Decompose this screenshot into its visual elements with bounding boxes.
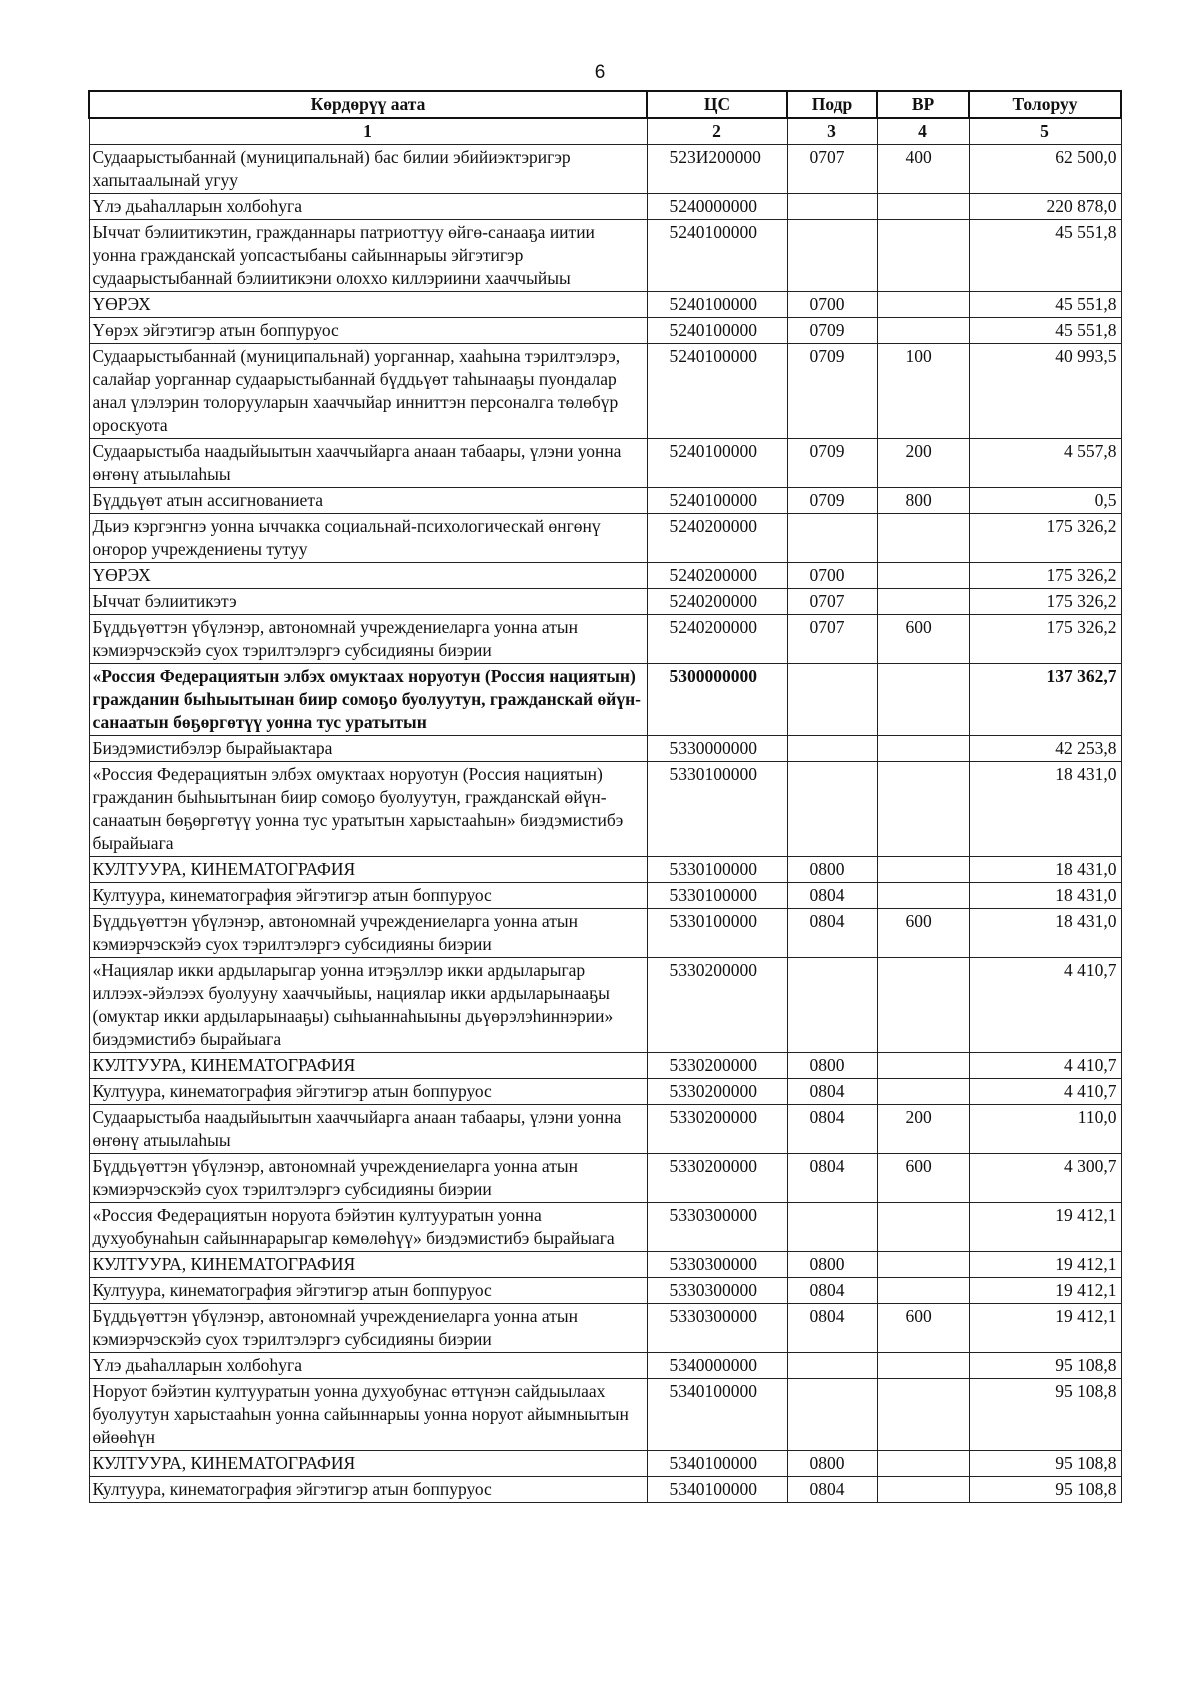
row-name: Култуура, кинематография эйгэтигэр атын боппуруос [89,1278,647,1304]
table-row [89,1451,1121,1477]
header-name: Көрдөрүү аата [89,91,647,118]
column-number-row [89,118,1121,145]
row-amount: 62 500,0 [969,145,1121,194]
table-row [89,220,1121,292]
row-vr-code [877,958,969,1053]
row-amount: 4 300,7 [969,1154,1121,1203]
row-podr-code [787,1379,877,1451]
row-vr-code: 200 [877,439,969,488]
row-cs-code: 5330100000 [647,857,787,883]
row-vr-code [877,883,969,909]
row-vr-code [877,1477,969,1503]
row-podr-code [787,958,877,1053]
row-vr-code: 600 [877,1304,969,1353]
row-name: Култуура, кинематография эйгэтигэр атын боппуруос [89,1477,647,1503]
row-amount: 19 412,1 [969,1304,1121,1353]
table-row [89,1053,1121,1079]
row-cs-code: 5330300000 [647,1278,787,1304]
row-amount: 18 431,0 [969,883,1121,909]
row-amount: 175 326,2 [969,589,1121,615]
row-cs-code: 5240100000 [647,439,787,488]
row-vr-code [877,292,969,318]
table-row [89,145,1121,194]
column-number: 4 [877,118,969,145]
row-podr-code: 0800 [787,1252,877,1278]
row-vr-code [877,1053,969,1079]
header-podr: Подр [787,91,877,118]
column-number: 1 [89,118,647,145]
row-amount: 4 410,7 [969,1079,1121,1105]
row-cs-code: 5240200000 [647,589,787,615]
row-amount: 18 431,0 [969,762,1121,857]
row-podr-code: 0804 [787,1079,877,1105]
page-number: 6 [594,62,606,83]
row-podr-code: 0804 [787,909,877,958]
row-podr-code: 0709 [787,344,877,439]
row-cs-code: 5330200000 [647,1053,787,1079]
row-cs-code: 5330100000 [647,883,787,909]
column-number: 3 [787,118,877,145]
row-podr-code: 0707 [787,615,877,664]
row-name: Култуура, кинематография эйгэтигэр атын боппуруос [89,1079,647,1105]
row-cs-code: 5240200000 [647,514,787,563]
row-cs-code: 5240000000 [647,194,787,220]
row-name: Бүддьүөттэн үбүлэнэр, автономнай учреждениеларга уонна атын кэмиэрчэскэйэ суох тэрилтэлэргэ субсидияны биэрии [89,1304,647,1353]
row-vr-code [877,1451,969,1477]
row-vr-code [877,318,969,344]
row-cs-code: 5330000000 [647,736,787,762]
row-podr-code: 0700 [787,563,877,589]
row-amount: 19 412,1 [969,1278,1121,1304]
table-row [89,488,1121,514]
row-name: Бүддьүөт атын ассигнованиета [89,488,647,514]
row-cs-code: 5340100000 [647,1477,787,1503]
row-name: Ыччат бэлиитикэтин, гражданнары патриоттуу өйгө-санааҕа иитии уонна гражданскай уопсастыбаны сайыннарыы эйгэтигэр судаарыстыбаннай бэлиитикэни олоххо киллэриини хааччыйыы [89,220,647,292]
row-name: КУЛТУУРА, КИНЕМАТОГРАФИЯ [89,1451,647,1477]
row-amount: 220 878,0 [969,194,1121,220]
row-vr-code: 600 [877,615,969,664]
row-podr-code [787,1353,877,1379]
row-name: «Россия Федерациятын элбэх омуктаах норуотун (Россия нациятын) гражданин быһыытынан биир сомоҕо буолуутун, гражданскай өйүн-санаатын бөҕөргөтүү уонна тус уратытын [89,664,647,736]
row-podr-code [787,736,877,762]
row-podr-code [787,220,877,292]
table-row [89,1278,1121,1304]
row-podr-code: 0800 [787,857,877,883]
row-cs-code: 5240100000 [647,220,787,292]
row-cs-code: 5330200000 [647,958,787,1053]
row-amount: 4 557,8 [969,439,1121,488]
table-row [89,736,1121,762]
row-podr-code: 0804 [787,883,877,909]
row-name: Судаарыстыба наадыйыытын хааччыйарга анаан табаары, үлэни уонна өҥөнү атыылаһыы [89,439,647,488]
row-name: Судаарыстыбаннай (муниципальнай) уорганнар, хааһына тэрилтэлэрэ, салайар уорганнар судаарыстыбаннай бүддьүөт таһынааҕы пуондалар анал үлэлэрин толорууларын хааччыйар инниттэн персоналга төлөбүр ороскуота [89,344,647,439]
row-vr-code [877,563,969,589]
table-row [89,883,1121,909]
row-vr-code [877,514,969,563]
header-cs: ЦС [647,91,787,118]
row-cs-code: 5330300000 [647,1203,787,1252]
row-amount: 18 431,0 [969,857,1121,883]
row-amount: 18 431,0 [969,909,1121,958]
row-name: Үөрэх эйгэтигэр атын боппуруос [89,318,647,344]
row-vr-code [877,857,969,883]
row-amount: 42 253,8 [969,736,1121,762]
row-cs-code: 5240100000 [647,318,787,344]
row-cs-code: 5240200000 [647,615,787,664]
row-amount: 95 108,8 [969,1451,1121,1477]
row-vr-code [877,762,969,857]
row-vr-code [877,1203,969,1252]
row-cs-code: 5330100000 [647,762,787,857]
row-name: КУЛТУУРА, КИНЕМАТОГРАФИЯ [89,1252,647,1278]
table-row [89,615,1121,664]
row-cs-code: 523И200000 [647,145,787,194]
row-name: «Россия Федерациятын элбэх омуктаах норуотун (Россия нациятын) гражданин быһыытынан биир сомоҕо буолуутун, гражданскай өйүн-санаатын бөҕөргөтүү уонна тус уратытын харыстааһын» биэдэмистибэ бырайыага [89,762,647,857]
row-cs-code: 5340100000 [647,1379,787,1451]
row-vr-code [877,736,969,762]
table-row [89,194,1121,220]
table-row [89,344,1121,439]
row-cs-code: 5330200000 [647,1154,787,1203]
row-podr-code: 0700 [787,292,877,318]
table-row [89,1379,1121,1451]
row-amount: 19 412,1 [969,1252,1121,1278]
row-amount: 19 412,1 [969,1203,1121,1252]
row-podr-code: 0709 [787,318,877,344]
row-amount: 45 551,8 [969,318,1121,344]
row-cs-code: 5330200000 [647,1079,787,1105]
row-podr-code: 0804 [787,1105,877,1154]
row-vr-code [877,1252,969,1278]
row-cs-code: 5340000000 [647,1353,787,1379]
table-row [89,664,1121,736]
row-podr-code [787,664,877,736]
table-row [89,1203,1121,1252]
row-podr-code: 0800 [787,1451,877,1477]
row-name: Ыччат бэлиитикэтэ [89,589,647,615]
row-cs-code: 5340100000 [647,1451,787,1477]
column-number: 2 [647,118,787,145]
row-name: КУЛТУУРА, КИНЕМАТОГРАФИЯ [89,857,647,883]
row-name: Култуура, кинематография эйгэтигэр атын боппуруос [89,883,647,909]
row-vr-code [877,1379,969,1451]
table-row [89,1477,1121,1503]
table-row [89,563,1121,589]
row-name: КУЛТУУРА, КИНЕМАТОГРАФИЯ [89,1053,647,1079]
row-podr-code [787,194,877,220]
row-podr-code: 0709 [787,488,877,514]
header-row [89,91,1121,118]
row-amount: 110,0 [969,1105,1121,1154]
row-name: Бүддьүөттэн үбүлэнэр, автономнай учреждениеларга уонна атын кэмиэрчэскэйэ суох тэрилтэлэргэ субсидияны биэрии [89,615,647,664]
table-row [89,318,1121,344]
row-cs-code: 5240200000 [647,563,787,589]
row-cs-code: 5240100000 [647,488,787,514]
row-cs-code: 5240100000 [647,344,787,439]
row-amount: 4 410,7 [969,1053,1121,1079]
column-number: 5 [969,118,1121,145]
row-podr-code: 0707 [787,145,877,194]
table-row [89,439,1121,488]
row-amount: 40 993,5 [969,344,1121,439]
row-amount: 95 108,8 [969,1353,1121,1379]
row-vr-code [877,220,969,292]
row-vr-code: 400 [877,145,969,194]
row-name: ҮӨРЭХ [89,292,647,318]
row-vr-code [877,1278,969,1304]
row-vr-code: 800 [877,488,969,514]
row-name: Үлэ дьаһалларын холбоһуга [89,194,647,220]
table-row [89,589,1121,615]
row-amount: 95 108,8 [969,1477,1121,1503]
table-row [89,909,1121,958]
table-row [89,1079,1121,1105]
row-amount: 4 410,7 [969,958,1121,1053]
row-amount: 175 326,2 [969,514,1121,563]
row-name: Судаарыстыба наадыйыытын хааччыйарга анаан табаары, үлэни уонна өҥөнү атыылаһыы [89,1105,647,1154]
table-row [89,1304,1121,1353]
row-podr-code [787,514,877,563]
header-vr: ВР [877,91,969,118]
row-podr-code: 0804 [787,1278,877,1304]
row-amount: 45 551,8 [969,292,1121,318]
row-amount: 137 362,7 [969,664,1121,736]
row-vr-code [877,194,969,220]
budget-table [88,90,1122,1503]
row-podr-code: 0804 [787,1304,877,1353]
row-podr-code: 0804 [787,1154,877,1203]
row-podr-code: 0709 [787,439,877,488]
row-vr-code [877,664,969,736]
row-podr-code: 0804 [787,1477,877,1503]
table-row [89,1252,1121,1278]
row-name: Үлэ дьаһалларын холбоһуга [89,1353,647,1379]
row-name: Бүддьүөттэн үбүлэнэр, автономнай учреждениеларга уонна атын кэмиэрчэскэйэ суох тэрилтэлэргэ субсидияны биэрии [89,1154,647,1203]
row-podr-code: 0800 [787,1053,877,1079]
table-row [89,292,1121,318]
row-podr-code: 0707 [787,589,877,615]
row-name: Дьиэ кэргэнгнэ уонна ыччакка социальнай-психологическай өнгөнү оҥорор учреждениены тутуу [89,514,647,563]
row-amount: 175 326,2 [969,615,1121,664]
row-cs-code: 5330300000 [647,1252,787,1278]
row-vr-code [877,1079,969,1105]
row-name: Норуот бэйэтин култууратын уонна духуобунас өттүнэн сайдыылаах буолуутун харыстааһын уонна сайыннарыы уонна норуот айымныытын өйөөһүн [89,1379,647,1451]
row-name: ҮӨРЭХ [89,563,647,589]
row-cs-code: 5240100000 [647,292,787,318]
row-vr-code: 600 [877,909,969,958]
table-row [89,857,1121,883]
row-cs-code: 5330100000 [647,909,787,958]
row-cs-code: 5300000000 [647,664,787,736]
row-amount: 95 108,8 [969,1379,1121,1451]
row-name: Бүддьүөттэн үбүлэнэр, автономнай учреждениеларга уонна атын кэмиэрчэскэйэ суох тэрилтэлэргэ субсидияны биэрии [89,909,647,958]
table-row [89,958,1121,1053]
row-amount: 45 551,8 [969,220,1121,292]
table-row [89,1105,1121,1154]
row-amount: 175 326,2 [969,563,1121,589]
table-row [89,514,1121,563]
header-amount: Толоруу [969,91,1121,118]
row-name: Судаарыстыбаннай (муниципальнай) бас билии эбийиэктэригэр хапытаалынай угуу [89,145,647,194]
row-cs-code: 5330300000 [647,1304,787,1353]
table-row [89,762,1121,857]
row-vr-code: 100 [877,344,969,439]
row-name: «Россия Федерациятын норуота бэйэтин култууратын уонна духуобунаһын сайыннарарыгар көмөлөһүү» биэдэмистибэ бырайыага [89,1203,647,1252]
row-name: «Нациялар икки ардыларыгар уонна итэҕэллэр икки ардыларыгар иллээх-эйэлээх буолууну хааччыйыы, нациялар икки ардыларынааҕы (омуктар икки ардыларынааҕы) сыһыаннаһыыны дьүөрэлэһиннэрии» биэдэмистибэ бырайыага [89,958,647,1053]
row-podr-code [787,1203,877,1252]
table-row [89,1154,1121,1203]
row-vr-code [877,589,969,615]
row-vr-code [877,1353,969,1379]
table-row [89,1353,1121,1379]
row-podr-code [787,762,877,857]
row-name: Биэдэмистибэлэр бырайыактара [89,736,647,762]
row-vr-code: 200 [877,1105,969,1154]
row-cs-code: 5330200000 [647,1105,787,1154]
row-vr-code: 600 [877,1154,969,1203]
row-amount: 0,5 [969,488,1121,514]
